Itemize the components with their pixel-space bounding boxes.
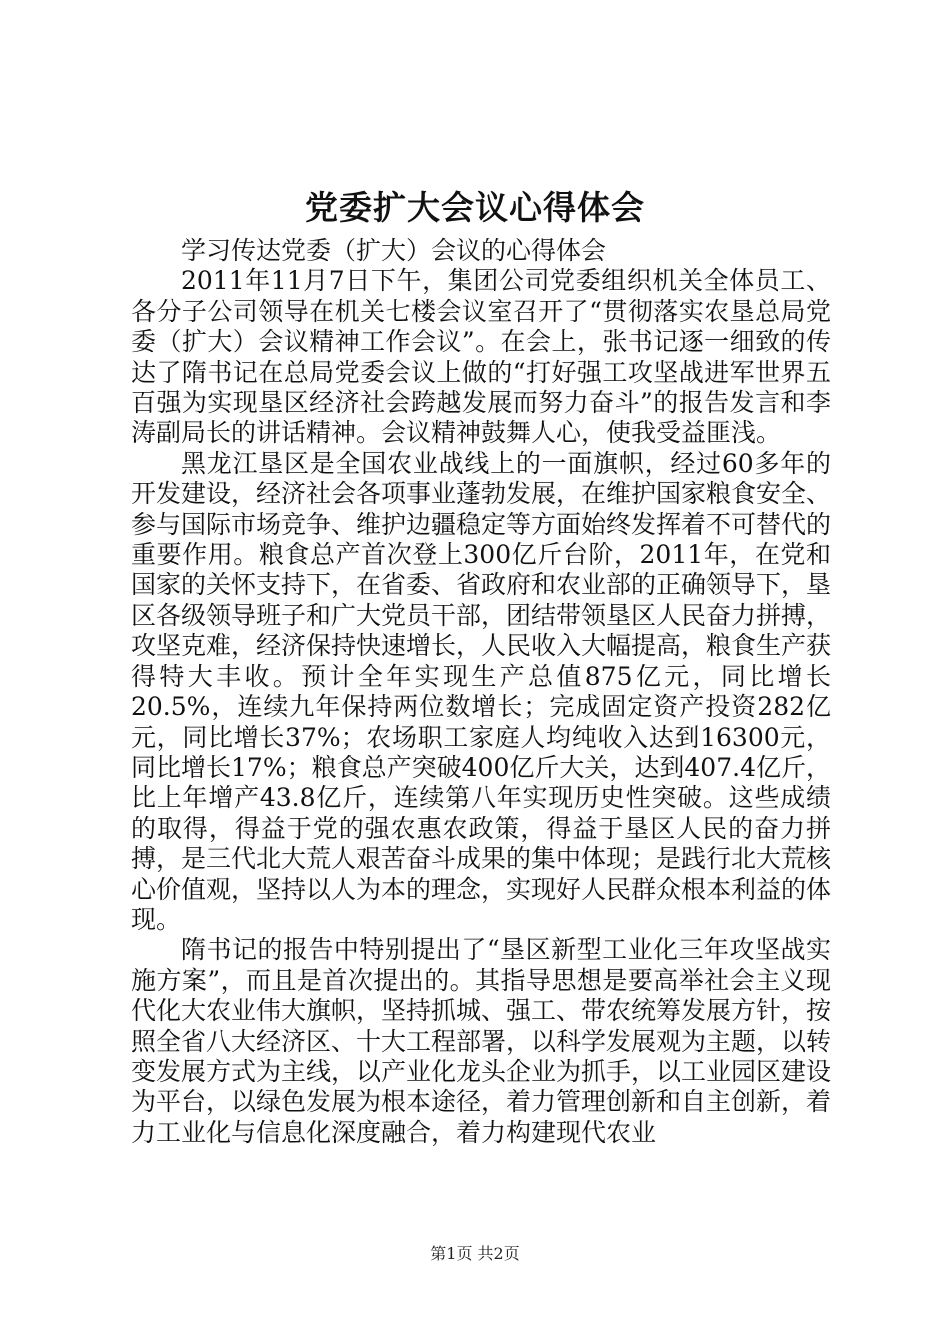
body-paragraph-1: 2011年11月7日下午，集团公司党委组织机关全体员工、各分子公司领导在机关七楼会议室召开了“贯彻落实农垦总局党委（扩大）会议精神工作会议”。在会上，张书记逐一细致的传达了隋书记在总局党委会议上做的“打好强工攻坚战进军世界五百强为实现垦区经济社会跨越发展而努力奋斗”的报告发言和李涛副局长的讲话精神。会议精神鼓舞人心，使我受益匪浅。 [131, 266, 831, 448]
body-paragraph-3: 隋书记的报告中特别提出了“垦区新型工业化三年攻坚战实施方案”，而且是首次提出的。其指导思想是要高举社会主义现代化大农业伟大旗帜，坚持抓城、强工、带农统筹发展方针，按照全省八大经济区、十大工程部署，以科学发展观为主题，以转变发展方式为主线，以产业化龙头企业为抓手，以工业园区建设为平台，以绿色发展为根本途径，着力管理创新和自主创新，着力工业化与信息化深度融合，着力构建现代农业 [131, 935, 832, 1147]
subtitle-paragraph: 学习传达党委（扩大）会议的心得体会 [181, 236, 607, 265]
body-paragraph-2: 黑龙江垦区是全国农业战线上的一面旗帜，经过60多年的开发建设，经济社会各项事业蓬勃发展，在维护国家粮食安全、参与国际市场竞争、维护边疆稳定等方面始终发挥着不可替代的重要作用。粮食总产首次登上300亿斤台阶，2011年，在党和国家的关怀支持下，在省委、省政府和农业部的正确领导下，垦区各级领导班子和广大党员干部，团结带领垦区人民奋力拼搏，攻坚克难，经济保持快速增长，人民收入大幅提高，粮食生产获得特大丰收。预计全年实现生产总值875亿元，同比增长20.5%，连续九年保持两位数增长；完成固定资产投资282亿元，同比增长37%；农场职工家庭人均纯收入达到16300元，同比增长17%；粮食总产突破400亿斤大关，达到407.4亿斤，比上年增产43.8亿斤，连续第八年实现历史性突破。这些成绩的取得，得益于党的强农惠农政策，得益于垦区人民的奋力拼搏，是三代北大荒人艰苦奋斗成果的集中体现；是践行北大荒核心价值观，坚持以人为本的理念，实现好人民群众根本利益的体现。 [131, 448, 832, 934]
document-body [131, 236, 831, 1148]
page-footer: 第1页 共2页 [430, 1244, 520, 1263]
document-title: 党委扩大会议心得体会 [305, 188, 645, 227]
